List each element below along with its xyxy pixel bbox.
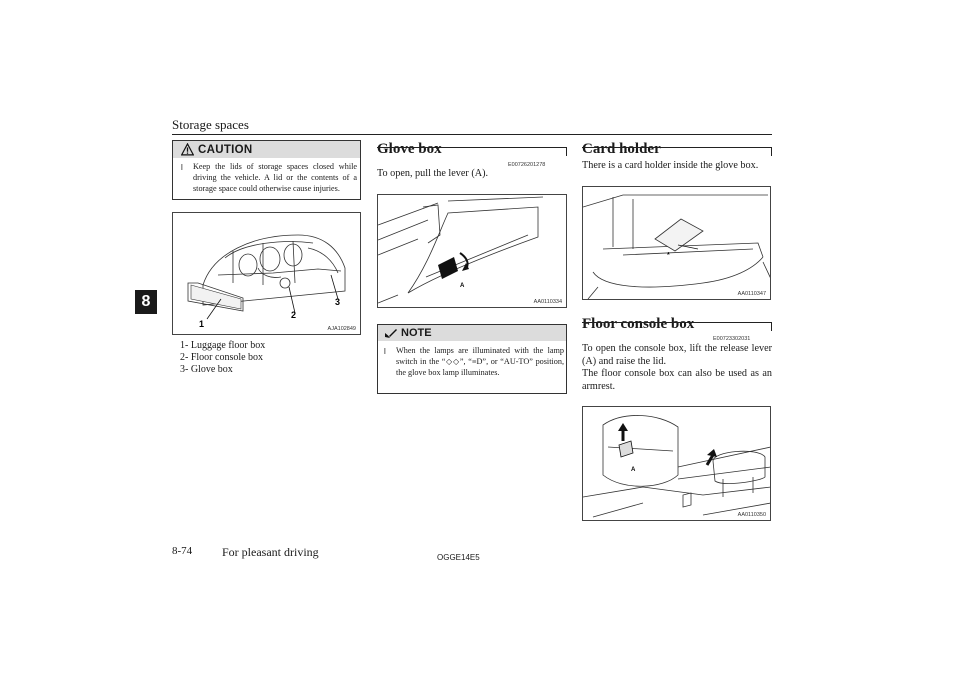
footer-code: OGGE14E5 — [437, 553, 480, 562]
vehicle-interior-illustration — [173, 213, 361, 335]
note-pencil-icon — [384, 327, 398, 339]
legend-item-glove-box: 3- Glove box — [180, 364, 233, 376]
legend-item-luggage-floor-box: 1- Luggage floor box — [180, 340, 266, 351]
floor-console-code: E00723302031 — [713, 336, 751, 342]
header-rule — [172, 134, 772, 135]
card-holder-figure-code: AA0110347 — [737, 291, 766, 297]
floor-console-rule — [582, 322, 772, 331]
glove-box-illustration — [378, 195, 567, 308]
note-box — [377, 324, 567, 394]
caution-bullet-row — [181, 162, 357, 194]
floor-console-figure — [582, 406, 771, 521]
floor-console-title: Floor console box — [582, 316, 695, 332]
note-label: NOTE — [401, 327, 432, 339]
card-holder-title: Card holder — [582, 141, 661, 157]
callout-2: 2 — [291, 310, 297, 320]
floor-console-figure-code: AA0110350 — [737, 512, 766, 518]
legend-item-floor-console-box: 2- Floor console box — [180, 352, 264, 364]
card-holder-figure — [582, 186, 771, 300]
footer-section-title: For pleasant driving — [222, 545, 319, 559]
note-text: When the lamps are illuminated with the lamp switch in the “◇◇”, “≡D”, or “AU-TO” position, the glove box lamp illuminates. — [396, 346, 564, 377]
card-holder-text: There is a card holder inside the glove box. — [582, 160, 759, 171]
warning-triangle-icon — [181, 143, 194, 156]
chapter-tab: 8 — [135, 290, 157, 314]
note-header — [378, 325, 566, 341]
callout-1: 1 — [199, 319, 205, 329]
floor-console-text-1: To open the console box, lift the release lever (A) and raise the lid. — [582, 343, 772, 367]
vehicle-interior-figure — [172, 212, 361, 335]
glove-box-text: To open, pull the lever (A). — [377, 168, 489, 179]
glove-box-title: Glove box — [377, 141, 442, 157]
bullet-icon: l — [384, 347, 386, 356]
card-holder-rule — [582, 147, 772, 156]
caution-box — [172, 140, 361, 200]
figure-code: AJA102849 — [327, 326, 356, 332]
note-bullet-row — [384, 346, 564, 378]
page-header-title: Storage spaces — [172, 117, 249, 132]
card-holder-figure-label: * — [667, 252, 670, 259]
glove-box-code: E00726201278 — [508, 162, 546, 168]
page-number: 8-74 — [172, 545, 193, 557]
floor-console-figure-label: A — [631, 467, 636, 473]
callout-3: 3 — [335, 297, 341, 307]
card-holder-illustration — [583, 187, 771, 300]
floor-console-illustration — [583, 407, 771, 521]
floor-console-text-2: The floor console box can also be used as an armrest. — [582, 368, 772, 392]
caution-label: CAUTION — [198, 143, 253, 156]
legend-list — [180, 340, 265, 377]
caution-header — [173, 141, 360, 158]
glove-box-rule — [377, 147, 567, 156]
bullet-icon: l — [181, 163, 183, 172]
glove-box-figure-label: A — [460, 283, 465, 289]
glove-box-figure — [377, 194, 567, 308]
glove-box-figure-code: AA0110334 — [533, 299, 562, 305]
caution-text: Keep the lids of storage spaces closed while driving the vehicle. A lid or the contents of a storage space could otherwise cause injuries. — [193, 162, 357, 193]
